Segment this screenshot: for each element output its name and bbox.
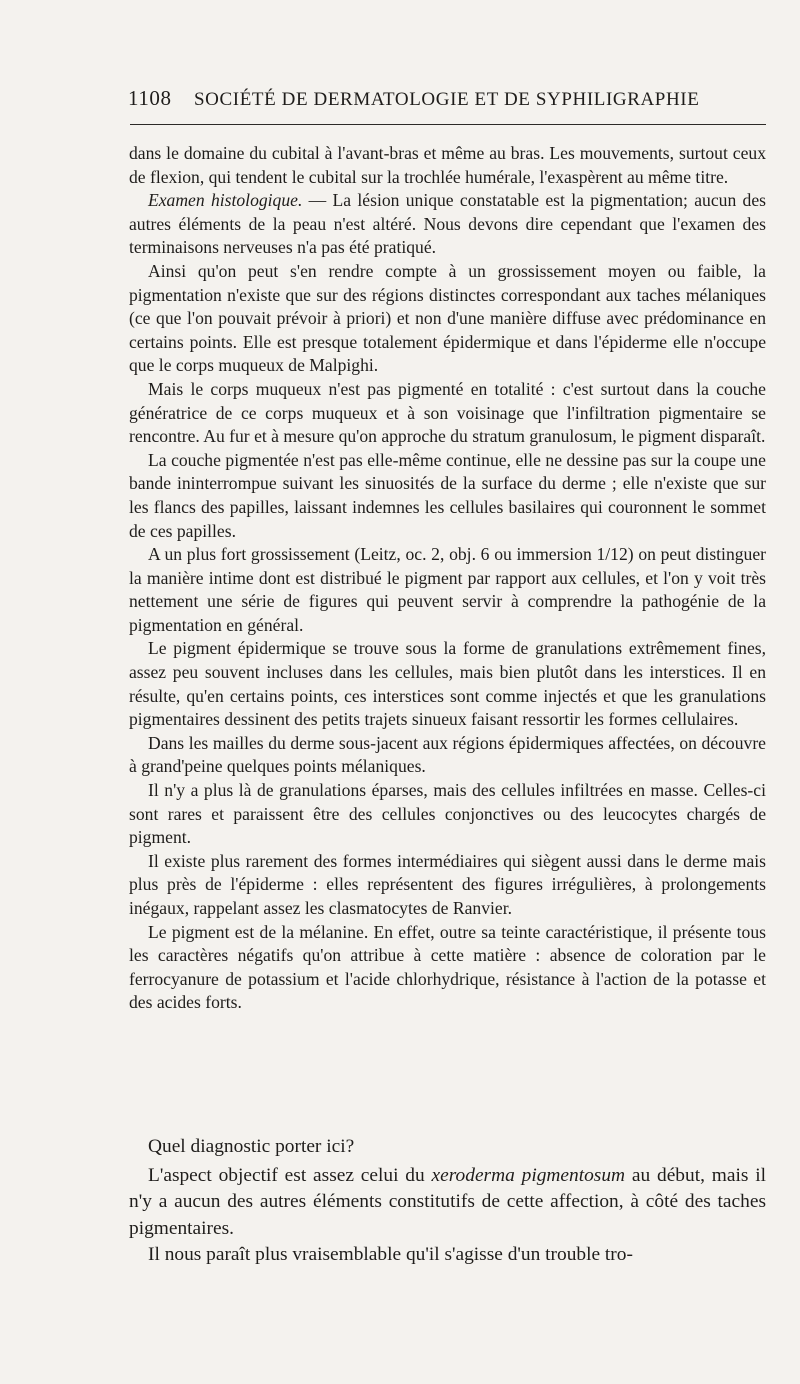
header-rule xyxy=(130,124,766,125)
paragraph: Il existe plus rarement des formes intermédiaires qui siègent aussi dans le derme mais plus près de l'épiderme : elles représentent des figures irrégulières, à prolongements inégaux, rappelant assez les clasmatocytes de Ranvier. xyxy=(129,850,766,918)
page-number: 1108 xyxy=(128,86,172,110)
discussion-section xyxy=(129,1134,766,1269)
paragraph: La couche pigmentée n'est pas elle-même continue, elle ne dessine pas sur la coupe une bande ininterrompue suivant les sinuosités de la surface du derme ; elle n'existe que sur les flancs des papilles, laissant indemnes les cellules basilaires qui couronnent le sommet de ces papilles. xyxy=(129,449,766,541)
paragraph: Le pigment épidermique se trouve sous la forme de granulations extrêmement fines, assez peu souvent incluses dans les cellules, mais bien plutôt dans les interstices. Il en résulte, qu'en certains points, ces interstices sont comme injectés et que les granulations pigmentaires dessinent des petits trajets sinueux faisant ressortir les formes cellulaires. xyxy=(129,638,766,730)
discussion-paragraph-final: Il nous paraît plus vraisemblable qu'il s'agisse d'un trouble tro- xyxy=(148,1244,633,1266)
paragraph: Ainsi qu'on peut s'en rendre compte à un grossissement moyen ou faible, la pigmentation n'existe que sur des régions distinctes correspondant aux taches mélaniques (ce que l'on pouvait prévoir à priori) et non d'une manière diffuse avec prédominance en certains points. Elle est presque totalement épidermique et dans l'épiderme elle n'occupe que le corps muqueux de Malpighi. xyxy=(129,260,766,376)
paragraph: Dans les mailles du derme sous-jacent aux régions épidermiques affectées, on découvre à grand'peine quelques points mélaniques. xyxy=(129,732,766,777)
paragraph-continuation: dans le domaine du cubital à l'avant-bras et même au bras. Les mouvements, surtout ceux de flexion, qui tendent le cubital sur la trochlée humérale, l'exaspèrent au même titre. xyxy=(129,143,766,187)
paragraph: Le pigment est de la mélanine. En effet, outre sa teinte caractéristique, il présente tous les caractères négatifs qu'on attribue à cette matière : absence de coloration par le ferrocyanure de potassium et l'acide chlorhydrique, résistance à l'action de la potasse et des acides forts. xyxy=(129,921,766,1013)
paragraph: Il n'y a plus là de granulations éparses, mais des cellules infiltrées en masse. Celles-ci sont rares et paraissent être des cellules conjonctives ou des leucocytes chargés de pigment. xyxy=(129,780,766,848)
discussion-text-start: L'aspect objectif est assez celui du xyxy=(148,1164,432,1186)
running-head xyxy=(128,86,768,116)
section-heading-histology: Examen histologique. xyxy=(148,190,303,211)
journal-title: SOCIÉTÉ DE DERMATOLOGIE ET DE SYPHILIGRAPHIE xyxy=(194,89,700,110)
disease-term: xeroderma pigmentosum xyxy=(431,1164,626,1186)
discussion-text-end: au début, mais il n'y a aucun des autres éléments constitutifs de cette affection, à côté des taches pigmentaires. xyxy=(129,1164,766,1239)
paragraph-histology-text: — La lésion unique constatable est la pigmentation; aucun des autres éléments de la peau n'est altéré. Nous devons dire cependant que l'examen des terminaisons nerveuses n'a pas été pratiqué. xyxy=(129,190,766,258)
body-text xyxy=(129,142,766,1015)
paragraph-histology xyxy=(129,189,766,260)
discussion-question: Quel diagnostic porter ici? xyxy=(148,1136,355,1157)
paragraph: Mais le corps muqueux n'est pas pigmenté en totalité : c'est surtout dans la couche génératrice de ce corps muqueux et à son voisinage que l'infiltration pigmentaire se rencontre. Au fur et à mesure qu'on approche du stratum granulosum, le pigment disparaît. xyxy=(129,378,766,447)
discussion-paragraph xyxy=(129,1163,766,1243)
paragraph: A un plus fort grossissement (Leitz, oc. 2, obj. 6 ou immersion 1/12) on peut distinguer la manière intime dont est distribué le pigment par rapport aux cellules, et l'on y voit très nettement une série de figures qui peuvent servir à comprendre la pathogénie de la pigmentation en général. xyxy=(129,544,766,635)
